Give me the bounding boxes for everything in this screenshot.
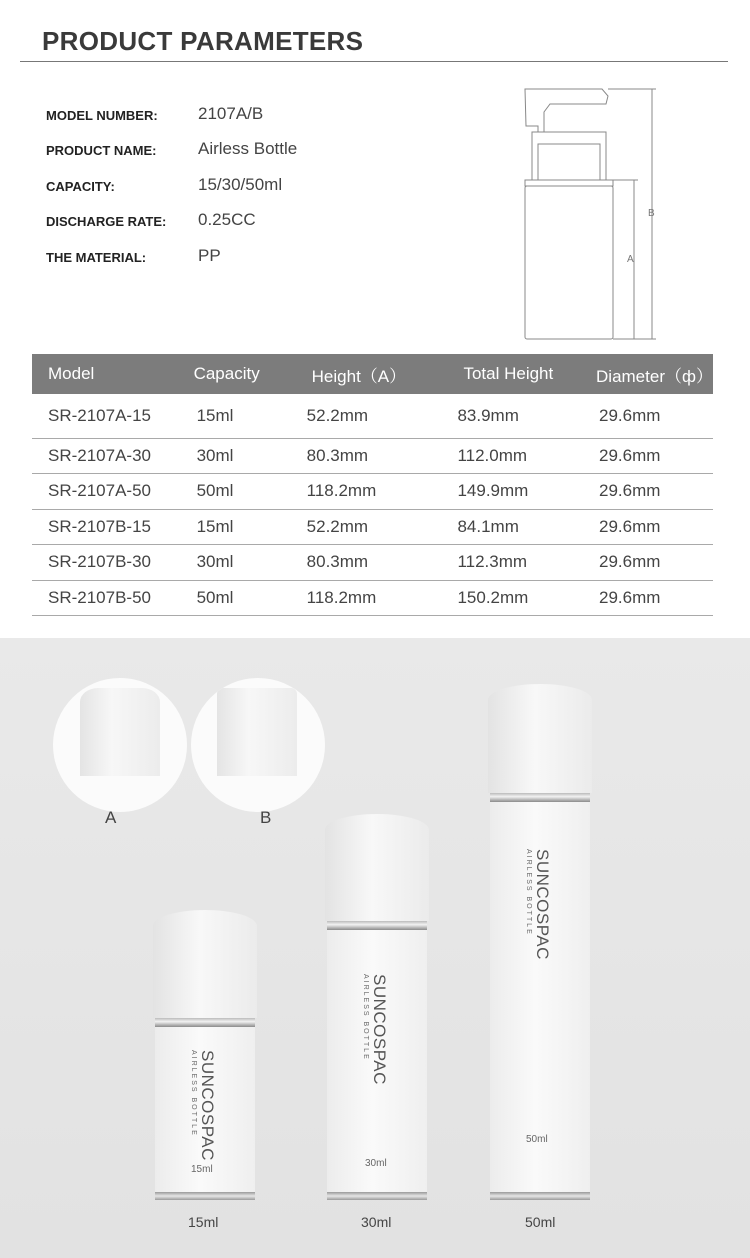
cell-capacity: 15ml [178, 509, 296, 545]
cell-height: 80.3mm [296, 545, 448, 581]
bottle-30ml [325, 814, 429, 1200]
cell-capacity: 30ml [178, 438, 296, 474]
bottle-brand [190, 1050, 217, 1161]
cap-a-label: A [105, 808, 117, 827]
cell-model: SR-2107A-15 [32, 394, 178, 438]
cell-diameter: 29.6mm [580, 580, 713, 616]
bottle-brand [362, 974, 389, 1085]
cell-total-height: 83.9mm [447, 394, 580, 438]
param-capacity [46, 171, 446, 201]
cell-height: 80.3mm [296, 438, 448, 474]
cell-diameter: 29.6mm [580, 545, 713, 581]
cell-total-height: 149.9mm [447, 474, 580, 510]
param-value: 15/30/50ml [198, 175, 283, 194]
brand-name: SUNCOSPAC [370, 974, 389, 1085]
cap-a-detail [53, 678, 187, 812]
header-total-height: Total Height [447, 354, 580, 394]
table-row [32, 509, 713, 545]
cell-model: SR-2107B-50 [32, 580, 178, 616]
cell-diameter: 29.6mm [580, 394, 713, 438]
param-value: PP [198, 246, 221, 265]
cap-a-shape [80, 688, 160, 776]
bottle-dimension-diagram [520, 84, 670, 344]
bottle-brand [525, 849, 552, 960]
cell-total-height: 112.3mm [447, 545, 580, 581]
bottle-volume: 50ml [526, 1134, 548, 1145]
cell-diameter: 29.6mm [580, 438, 713, 474]
cell-total-height: 84.1mm [447, 509, 580, 545]
product-photo [0, 638, 750, 1258]
cell-total-height: 150.2mm [447, 580, 580, 616]
page-title: PRODUCT PARAMETERS [42, 26, 364, 56]
table-row [32, 580, 713, 616]
brand-sub: AIRLESS BOTTLE [190, 1050, 197, 1137]
param-label: THE MATERIAL: [46, 250, 147, 265]
bottle-base [155, 1192, 255, 1200]
cell-diameter: 29.6mm [580, 474, 713, 510]
table-row [32, 545, 713, 581]
table-row [32, 438, 713, 474]
bottle-cap [488, 684, 592, 793]
bottle-base [490, 1192, 590, 1200]
header-height: Height（A） [296, 354, 448, 394]
cell-height: 52.2mm [296, 509, 448, 545]
brand-sub: AIRLESS BOTTLE [362, 974, 369, 1061]
table-row [32, 394, 713, 438]
cap-b-shape [217, 688, 297, 776]
bottle-ring [327, 921, 427, 930]
table-row [32, 474, 713, 510]
cell-total-height: 112.0mm [447, 438, 580, 474]
param-value: 0.25CC [198, 210, 256, 229]
cell-height: 52.2mm [296, 394, 448, 438]
bottle-50ml-label: 50ml [525, 1214, 556, 1230]
cell-capacity: 30ml [178, 545, 296, 581]
bottle-volume: 15ml [191, 1164, 213, 1175]
param-value: 2107A/B [198, 104, 264, 123]
param-material [46, 242, 446, 272]
title-divider [20, 61, 728, 62]
cell-height: 118.2mm [296, 580, 448, 616]
table-header-row [32, 354, 713, 394]
param-label: DISCHARGE RATE: [46, 214, 167, 229]
param-model-number [46, 100, 446, 130]
param-label: PRODUCT NAME: [46, 143, 157, 158]
dimension-b-label: B [648, 208, 655, 219]
cell-capacity: 50ml [178, 474, 296, 510]
cap-b-detail [191, 678, 325, 812]
brand-name: SUNCOSPAC [198, 1050, 217, 1161]
brand-name: SUNCOSPAC [533, 849, 552, 960]
header-capacity: Capacity [178, 354, 296, 394]
bottle-cap [153, 910, 257, 1018]
spec-table [32, 354, 713, 616]
bottle-50ml [488, 684, 592, 1200]
cell-capacity: 15ml [178, 394, 296, 438]
param-label: CAPACITY: [46, 179, 115, 194]
cell-model: SR-2107A-50 [32, 474, 178, 510]
bottle-15ml [153, 910, 257, 1200]
cell-diameter: 29.6mm [580, 509, 713, 545]
bottle-ring [490, 793, 590, 802]
cell-model: SR-2107A-30 [32, 438, 178, 474]
cell-height: 118.2mm [296, 474, 448, 510]
cell-model: SR-2107B-15 [32, 509, 178, 545]
param-value: Airless Bottle [198, 139, 298, 158]
bottle-base [327, 1192, 427, 1200]
bottle-30ml-label: 30ml [361, 1214, 392, 1230]
bottle-15ml-label: 15ml [188, 1214, 219, 1230]
param-discharge-rate [46, 206, 446, 236]
cell-model: SR-2107B-30 [32, 545, 178, 581]
param-product-name [46, 135, 446, 165]
bottle-volume: 30ml [365, 1158, 387, 1169]
header-model: Model [32, 354, 178, 394]
bottle-ring [155, 1018, 255, 1027]
header-diameter: Diameter（ф） [580, 354, 713, 394]
cell-capacity: 50ml [178, 580, 296, 616]
bottle-cap [325, 814, 429, 921]
dimension-a-label: A [627, 254, 634, 265]
cap-b-label: B [260, 808, 272, 827]
brand-sub: AIRLESS BOTTLE [525, 849, 532, 936]
param-label: MODEL NUMBER: [46, 108, 158, 123]
